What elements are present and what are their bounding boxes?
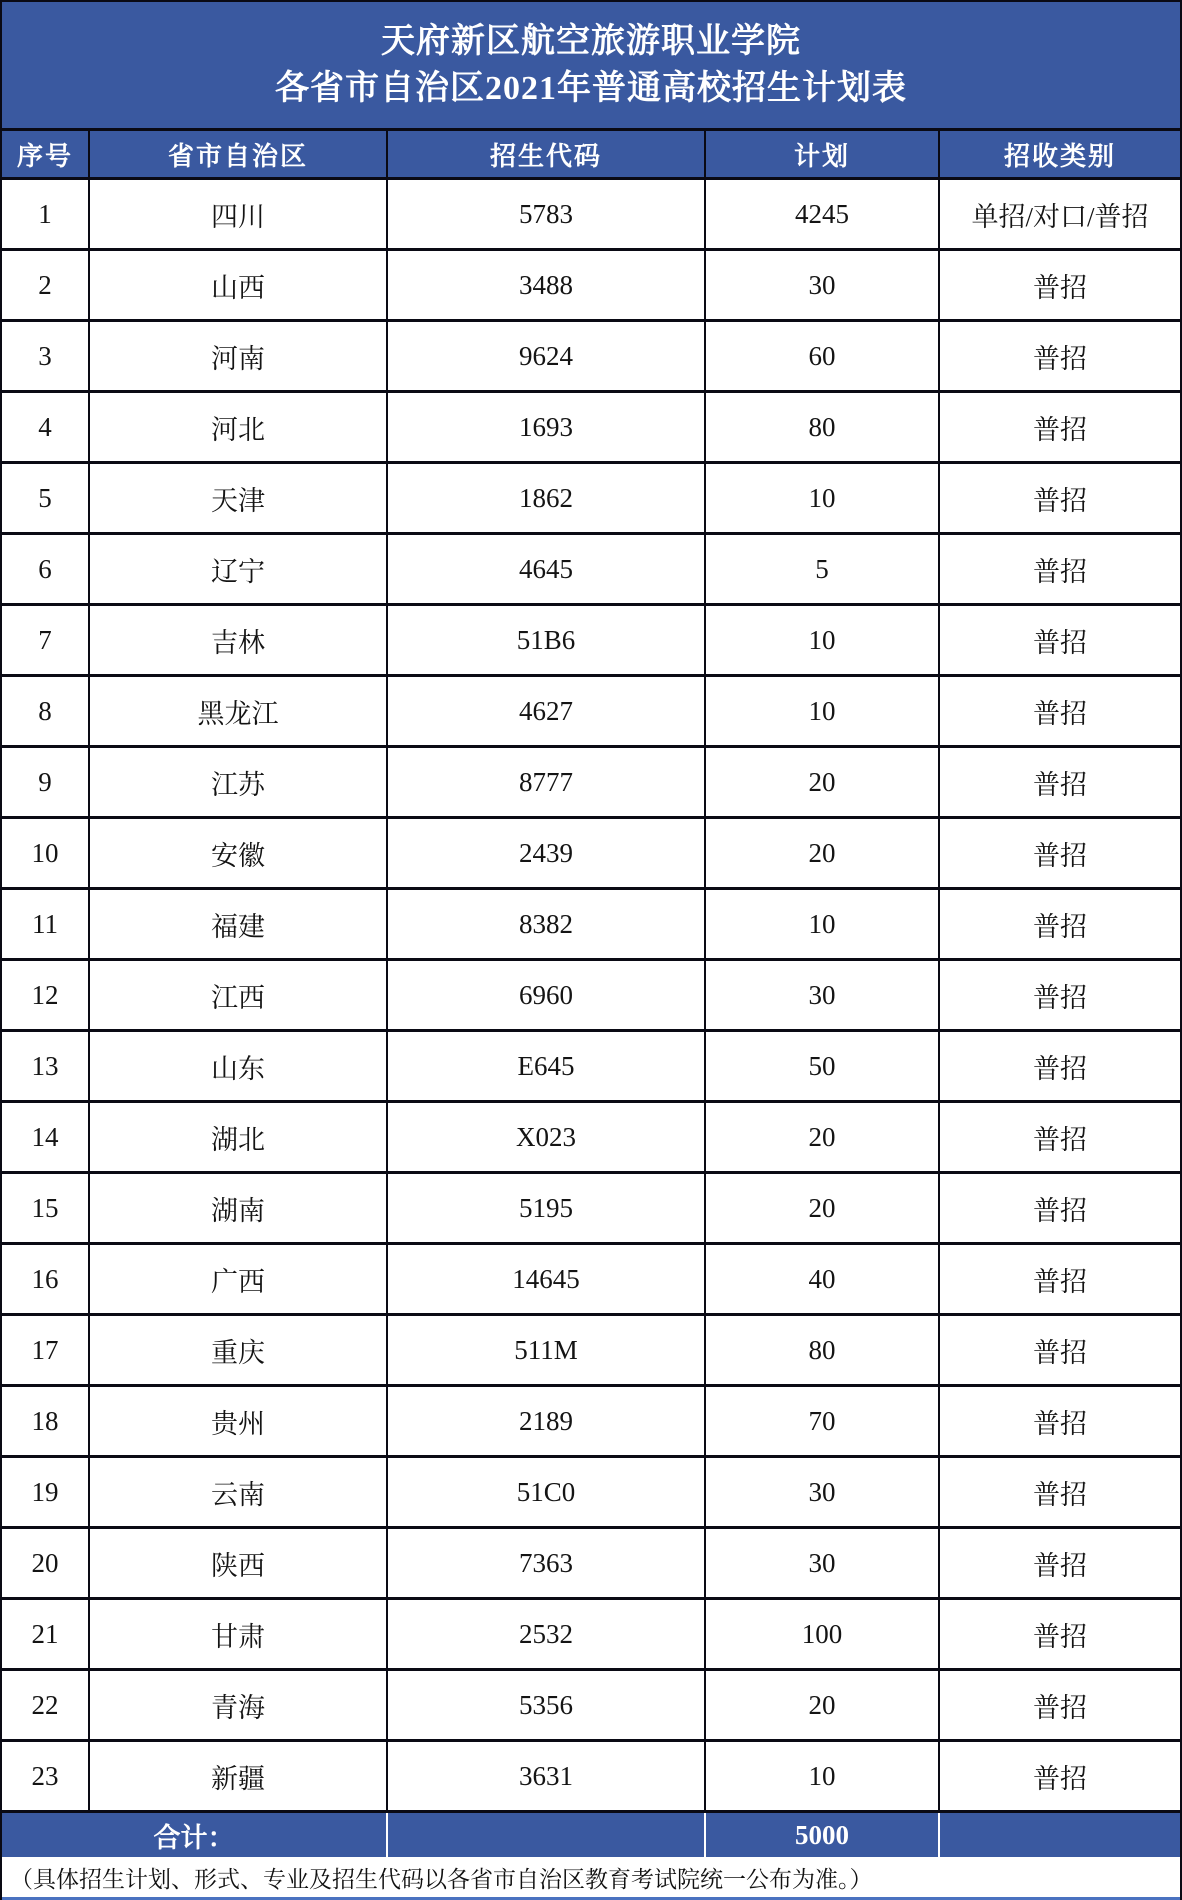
cell-index: 17 [2,1316,88,1384]
cell-plan: 10 [706,464,938,532]
table-row [2,890,1180,958]
cell-category: 普招 [940,677,1180,745]
cell-code: 5195 [388,1174,704,1242]
table-body [2,180,1180,1810]
cell-index: 21 [2,1600,88,1668]
cell-category: 普招 [940,1742,1180,1810]
cell-code: 14645 [388,1245,704,1313]
cell-province: 黑龙江 [90,677,386,745]
cell-code: 51B6 [388,606,704,674]
cell-category: 普招 [940,1387,1180,1455]
cell-plan: 30 [706,1458,938,1526]
cell-plan: 60 [706,322,938,390]
cell-code: 1693 [388,393,704,461]
cell-code: 3631 [388,1742,704,1810]
cell-category: 普招 [940,322,1180,390]
cell-plan: 70 [706,1387,938,1455]
cell-index: 13 [2,1032,88,1100]
cell-plan: 20 [706,748,938,816]
cell-province: 江西 [90,961,386,1029]
cell-category: 普招 [940,1032,1180,1100]
cell-code: 2189 [388,1387,704,1455]
page-title [2,2,1180,128]
cell-index: 12 [2,961,88,1029]
cell-province: 陕西 [90,1529,386,1597]
cell-plan: 10 [706,890,938,958]
table-header-row [2,131,1180,177]
table-row [2,464,1180,532]
cell-category: 单招/对口/普招 [940,180,1180,248]
cell-index: 22 [2,1671,88,1739]
cell-province: 河南 [90,322,386,390]
cell-code: 6960 [388,961,704,1029]
cell-category: 普招 [940,1458,1180,1526]
cell-plan: 80 [706,393,938,461]
cell-plan: 40 [706,1245,938,1313]
table-row [2,393,1180,461]
cell-code: 5783 [388,180,704,248]
cell-province: 吉林 [90,606,386,674]
cell-province: 四川 [90,180,386,248]
table-row [2,1103,1180,1171]
cell-code: 5356 [388,1671,704,1739]
cell-category: 普招 [940,251,1180,319]
table-row [2,1387,1180,1455]
cell-plan: 20 [706,1671,938,1739]
cell-code: 7363 [388,1529,704,1597]
table-row [2,1032,1180,1100]
cell-index: 5 [2,464,88,532]
cell-index: 9 [2,748,88,816]
cell-category: 普招 [940,606,1180,674]
cell-plan: 50 [706,1032,938,1100]
cell-code: 511M [388,1316,704,1384]
cell-category: 普招 [940,535,1180,603]
total-code-empty [388,1813,704,1857]
cell-province: 山东 [90,1032,386,1100]
cell-province: 青海 [90,1671,386,1739]
cell-province: 辽宁 [90,535,386,603]
cell-category: 普招 [940,1316,1180,1384]
table-row [2,1671,1180,1739]
cell-category: 普招 [940,1600,1180,1668]
cell-category: 普招 [940,748,1180,816]
cell-category: 普招 [940,961,1180,1029]
cell-category: 普招 [940,1103,1180,1171]
cell-index: 8 [2,677,88,745]
table-row [2,1316,1180,1384]
cell-province: 江苏 [90,748,386,816]
page-title-line2: 各省市自治区2021年普通高校招生计划表 [275,70,907,107]
cell-code: X023 [388,1103,704,1171]
cell-plan: 30 [706,251,938,319]
cell-province: 福建 [90,890,386,958]
cell-category: 普招 [940,819,1180,887]
cell-index: 3 [2,322,88,390]
column-header-category: 招收类别 [940,131,1180,177]
cell-code: 3488 [388,251,704,319]
cell-plan: 20 [706,1103,938,1171]
table-row [2,1600,1180,1668]
cell-category: 普招 [940,1174,1180,1242]
cell-plan: 20 [706,819,938,887]
total-category-empty [940,1813,1180,1857]
table-row [2,535,1180,603]
cell-plan: 80 [706,1316,938,1384]
table-row [2,606,1180,674]
page-title-line1: 天府新区航空旅游职业学院 [381,22,801,60]
cell-index: 15 [2,1174,88,1242]
table-row [2,180,1180,248]
table-row [2,677,1180,745]
total-plan-value: 5000 [706,1813,938,1857]
cell-province: 重庆 [90,1316,386,1384]
cell-code: 2439 [388,819,704,887]
cell-category: 普招 [940,464,1180,532]
cell-province: 新疆 [90,1742,386,1810]
cell-plan: 10 [706,677,938,745]
cell-index: 10 [2,819,88,887]
footnote: （具体招生计划、形式、专业及招生代码以各省市自治区教育考试院统一公布为准。） [2,1857,1180,1897]
cell-index: 14 [2,1103,88,1171]
cell-category: 普招 [940,1245,1180,1313]
cell-plan: 100 [706,1600,938,1668]
cell-index: 7 [2,606,88,674]
cell-province: 湖南 [90,1174,386,1242]
cell-plan: 5 [706,535,938,603]
column-header-province: 省市自治区 [90,131,386,177]
cell-plan: 30 [706,1529,938,1597]
cell-code: 51C0 [388,1458,704,1526]
column-header-plan: 计划 [706,131,938,177]
cell-code: 1862 [388,464,704,532]
table-row [2,1174,1180,1242]
table-total-row [2,1813,1180,1857]
table-row [2,322,1180,390]
cell-province: 贵州 [90,1387,386,1455]
cell-plan: 20 [706,1174,938,1242]
table-row [2,1245,1180,1313]
table-row [2,748,1180,816]
cell-index: 20 [2,1529,88,1597]
cell-index: 2 [2,251,88,319]
cell-code: E645 [388,1032,704,1100]
table-row [2,961,1180,1029]
cell-index: 18 [2,1387,88,1455]
cell-code: 4627 [388,677,704,745]
cell-category: 普招 [940,1529,1180,1597]
cell-index: 4 [2,393,88,461]
cell-province: 湖北 [90,1103,386,1171]
cell-province: 云南 [90,1458,386,1526]
cell-plan: 30 [706,961,938,1029]
cell-code: 8382 [388,890,704,958]
table-row [2,819,1180,887]
cell-plan: 10 [706,606,938,674]
cell-province: 广西 [90,1245,386,1313]
cell-province: 安徽 [90,819,386,887]
cell-index: 19 [2,1458,88,1526]
cell-plan: 10 [706,1742,938,1810]
cell-code: 9624 [388,322,704,390]
total-label: 合计： [2,1813,386,1857]
cell-index: 23 [2,1742,88,1810]
column-header-index: 序号 [2,131,88,177]
cell-category: 普招 [940,890,1180,958]
cell-code: 2532 [388,1600,704,1668]
cell-code: 4645 [388,535,704,603]
cell-index: 1 [2,180,88,248]
cell-province: 天津 [90,464,386,532]
cell-category: 普招 [940,1671,1180,1739]
cell-index: 16 [2,1245,88,1313]
table-row [2,251,1180,319]
cell-index: 11 [2,890,88,958]
table-row [2,1529,1180,1597]
table-row [2,1458,1180,1526]
cell-category: 普招 [940,393,1180,461]
cell-plan: 4245 [706,180,938,248]
column-header-code: 招生代码 [388,131,704,177]
cell-province: 河北 [90,393,386,461]
cell-province: 山西 [90,251,386,319]
cell-index: 6 [2,535,88,603]
cell-province: 甘肃 [90,1600,386,1668]
cell-code: 8777 [388,748,704,816]
table-row [2,1742,1180,1810]
